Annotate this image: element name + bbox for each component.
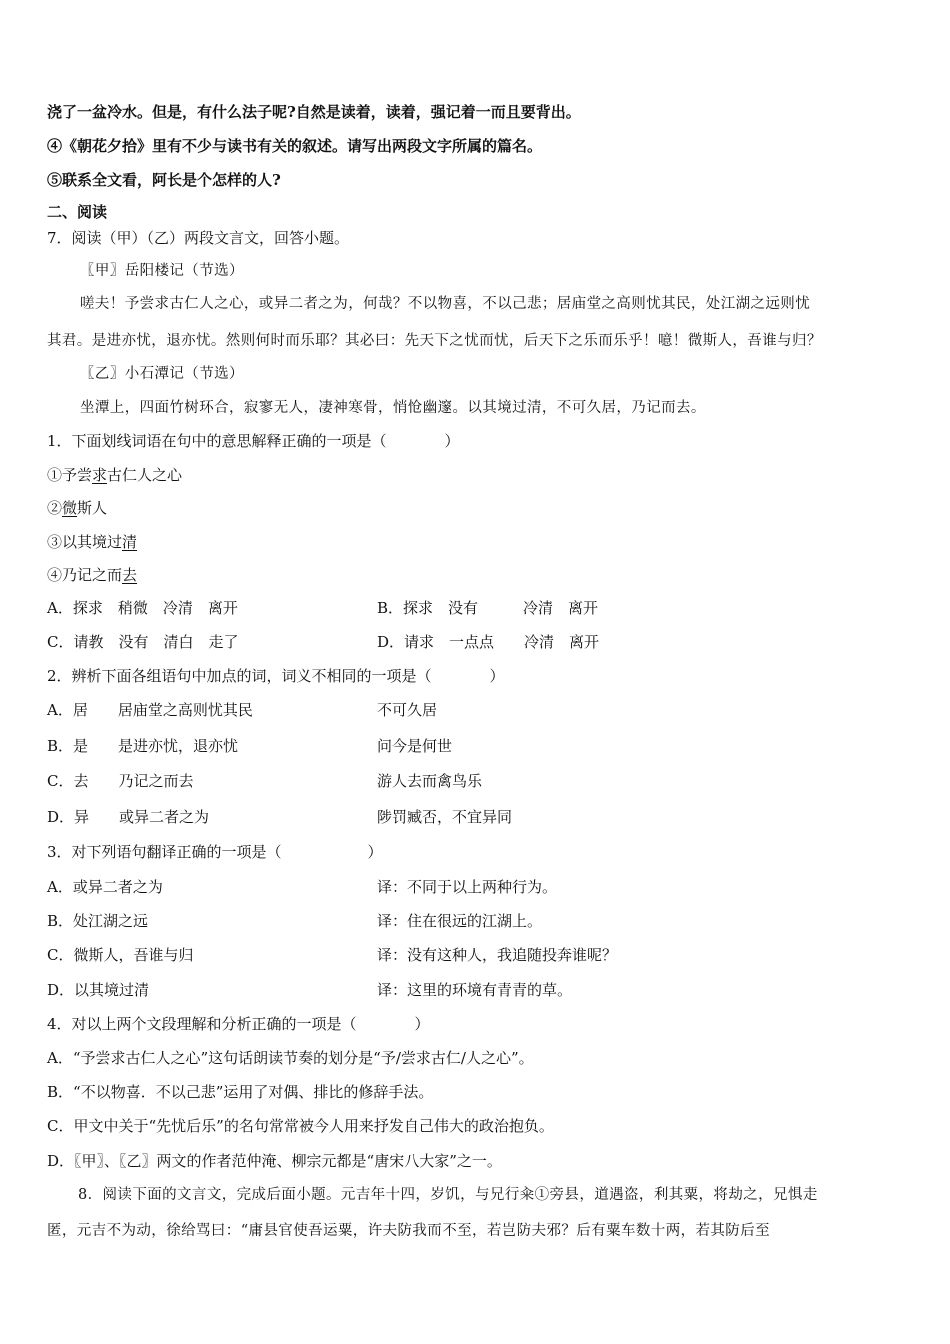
option-a[interactable]: A．“予尝求古仁人之心”这句话朗读节奏的划分是“予/尝求古仁/人之心”。 bbox=[47, 1049, 534, 1067]
jia-text-line: 嗟夫！予尝求古仁人之心，或异二者之为，何哉？不以物喜，不以己悲；居庙堂之高则忧其民，处江湖之远则忧 bbox=[80, 296, 811, 312]
option-d[interactable]: D．异 或异二者之为 bbox=[47, 808, 210, 826]
q8-text-line: 匿，元吉不为动，徐给骂曰：“庸县官使吾运粟，许夫防我而不至，若岂防夫邪？后有粟车数十两，若其防后至 bbox=[47, 1223, 771, 1239]
sub1-item: ③以其境过清 bbox=[47, 533, 138, 551]
q8-text-line: 8．阅读下面的文言文，完成后面小题。元吉年十四，岁饥，与兄行籴①旁县，道遇盗，利其粟，将劫之，兄惧走 bbox=[78, 1187, 818, 1203]
option-a[interactable]: A．探求 稍微 冷清 离开 bbox=[47, 599, 238, 617]
sub3-prompt: 3．对下列语句翻译正确的一项是（ ） bbox=[47, 843, 383, 861]
intro-line: 浇了一盆冷水。但是，有什么法子呢?自然是读着，读着，强记着一而且要背出。 bbox=[47, 103, 581, 121]
option-a-compare: 不可久居 bbox=[377, 701, 438, 719]
sub1-item: ①予尝求古仁人之心 bbox=[47, 466, 183, 484]
question-5: ⑤联系全文看，阿长是个怎样的人? bbox=[47, 171, 281, 189]
underlined-word: 清 bbox=[122, 533, 138, 551]
underlined-word: 微 bbox=[62, 499, 78, 517]
option-d[interactable]: D．以其境过清 bbox=[47, 981, 150, 999]
option-b-compare: 问今是何世 bbox=[377, 737, 453, 755]
sub1-item: ④乃记之而去 bbox=[47, 566, 138, 584]
q7-prompt: 7．阅读（甲）（乙）两段文言文，回答小题。 bbox=[47, 229, 350, 247]
option-d[interactable]: D．请求 一点点 冷清 离开 bbox=[377, 633, 600, 651]
option-d[interactable]: D．〖甲〗、〖乙〗两文的作者范仲淹、柳宗元都是“唐宋八大家”之一。 bbox=[47, 1152, 502, 1170]
option-c-translation: 译：没有这种人，我追随投奔谁呢？ bbox=[377, 946, 618, 964]
sub1-item: ②微斯人 bbox=[47, 499, 108, 517]
sub1-prompt-text: 1．下面划线词语在句中的意思解释正确的一项是（ bbox=[47, 432, 387, 450]
option-b[interactable]: B．探求 没有 冷清 离开 bbox=[377, 599, 599, 617]
option-c[interactable]: C．去 乃记之而去 bbox=[47, 772, 194, 790]
underlined-word: 求 bbox=[92, 466, 108, 484]
sub1-prompt bbox=[47, 431, 460, 451]
option-c-compare: 游人去而禽鸟乐 bbox=[377, 772, 483, 790]
option-d-translation: 译：这里的环境有青青的草。 bbox=[377, 981, 573, 999]
option-b[interactable]: B．“不以物喜．不以己悲”运用了对偶、排比的修辞手法。 bbox=[47, 1083, 434, 1101]
sub1-prompt-close: ） bbox=[444, 432, 460, 450]
option-b-translation: 译：住在很远的江湖上。 bbox=[377, 912, 543, 930]
sub2-prompt: 2．辨析下面各组语句中加点的词，词义不相同的一项是（ ） bbox=[47, 667, 505, 685]
yi-title: 〖乙〗小石潭记（节选） bbox=[80, 366, 244, 382]
section-heading: 二、阅读 bbox=[47, 203, 108, 221]
option-c[interactable]: C．甲文中关于“先忧后乐”的名句常常被今人用来抒发自己伟大的政治抱负。 bbox=[47, 1117, 554, 1135]
jia-title: 〖甲〗岳阳楼记（节选） bbox=[80, 263, 244, 279]
option-c[interactable]: C．请教 没有 清白 走了 bbox=[47, 633, 239, 651]
underlined-word: 去 bbox=[122, 566, 138, 584]
option-a[interactable]: A．居 居庙堂之高则忧其民 bbox=[47, 701, 253, 719]
question-4: ④《朝花夕拾》里有不少与读书有关的叙述。请写出两段文字所属的篇名。 bbox=[47, 137, 543, 155]
jia-text-line: 其君。是进亦忧，退亦忧。然则何时而乐耶？其必曰：先天下之忧而忧，后天下之乐而乐乎！噫！微斯人，吾谁与归？ bbox=[47, 333, 822, 349]
option-c[interactable]: C．微斯人，吾谁与归 bbox=[47, 946, 194, 964]
option-d-compare: 陟罚臧否，不宜异同 bbox=[377, 808, 513, 826]
option-b[interactable]: B．处江湖之远 bbox=[47, 912, 149, 930]
option-a[interactable]: A．或异二者之为 bbox=[47, 878, 163, 896]
yi-text-line: 坐潭上，四面竹树环合，寂寥无人，凄神寒骨，悄怆幽邃。以其境过清，不可久居，乃记而去。 bbox=[80, 400, 706, 416]
option-a-translation: 译：不同于以上两种行为。 bbox=[377, 878, 558, 896]
option-b[interactable]: B．是 是进亦忧，退亦忧 bbox=[47, 737, 239, 755]
sub4-prompt: 4．对以上两个文段理解和分析正确的一项是（ ） bbox=[47, 1015, 430, 1033]
